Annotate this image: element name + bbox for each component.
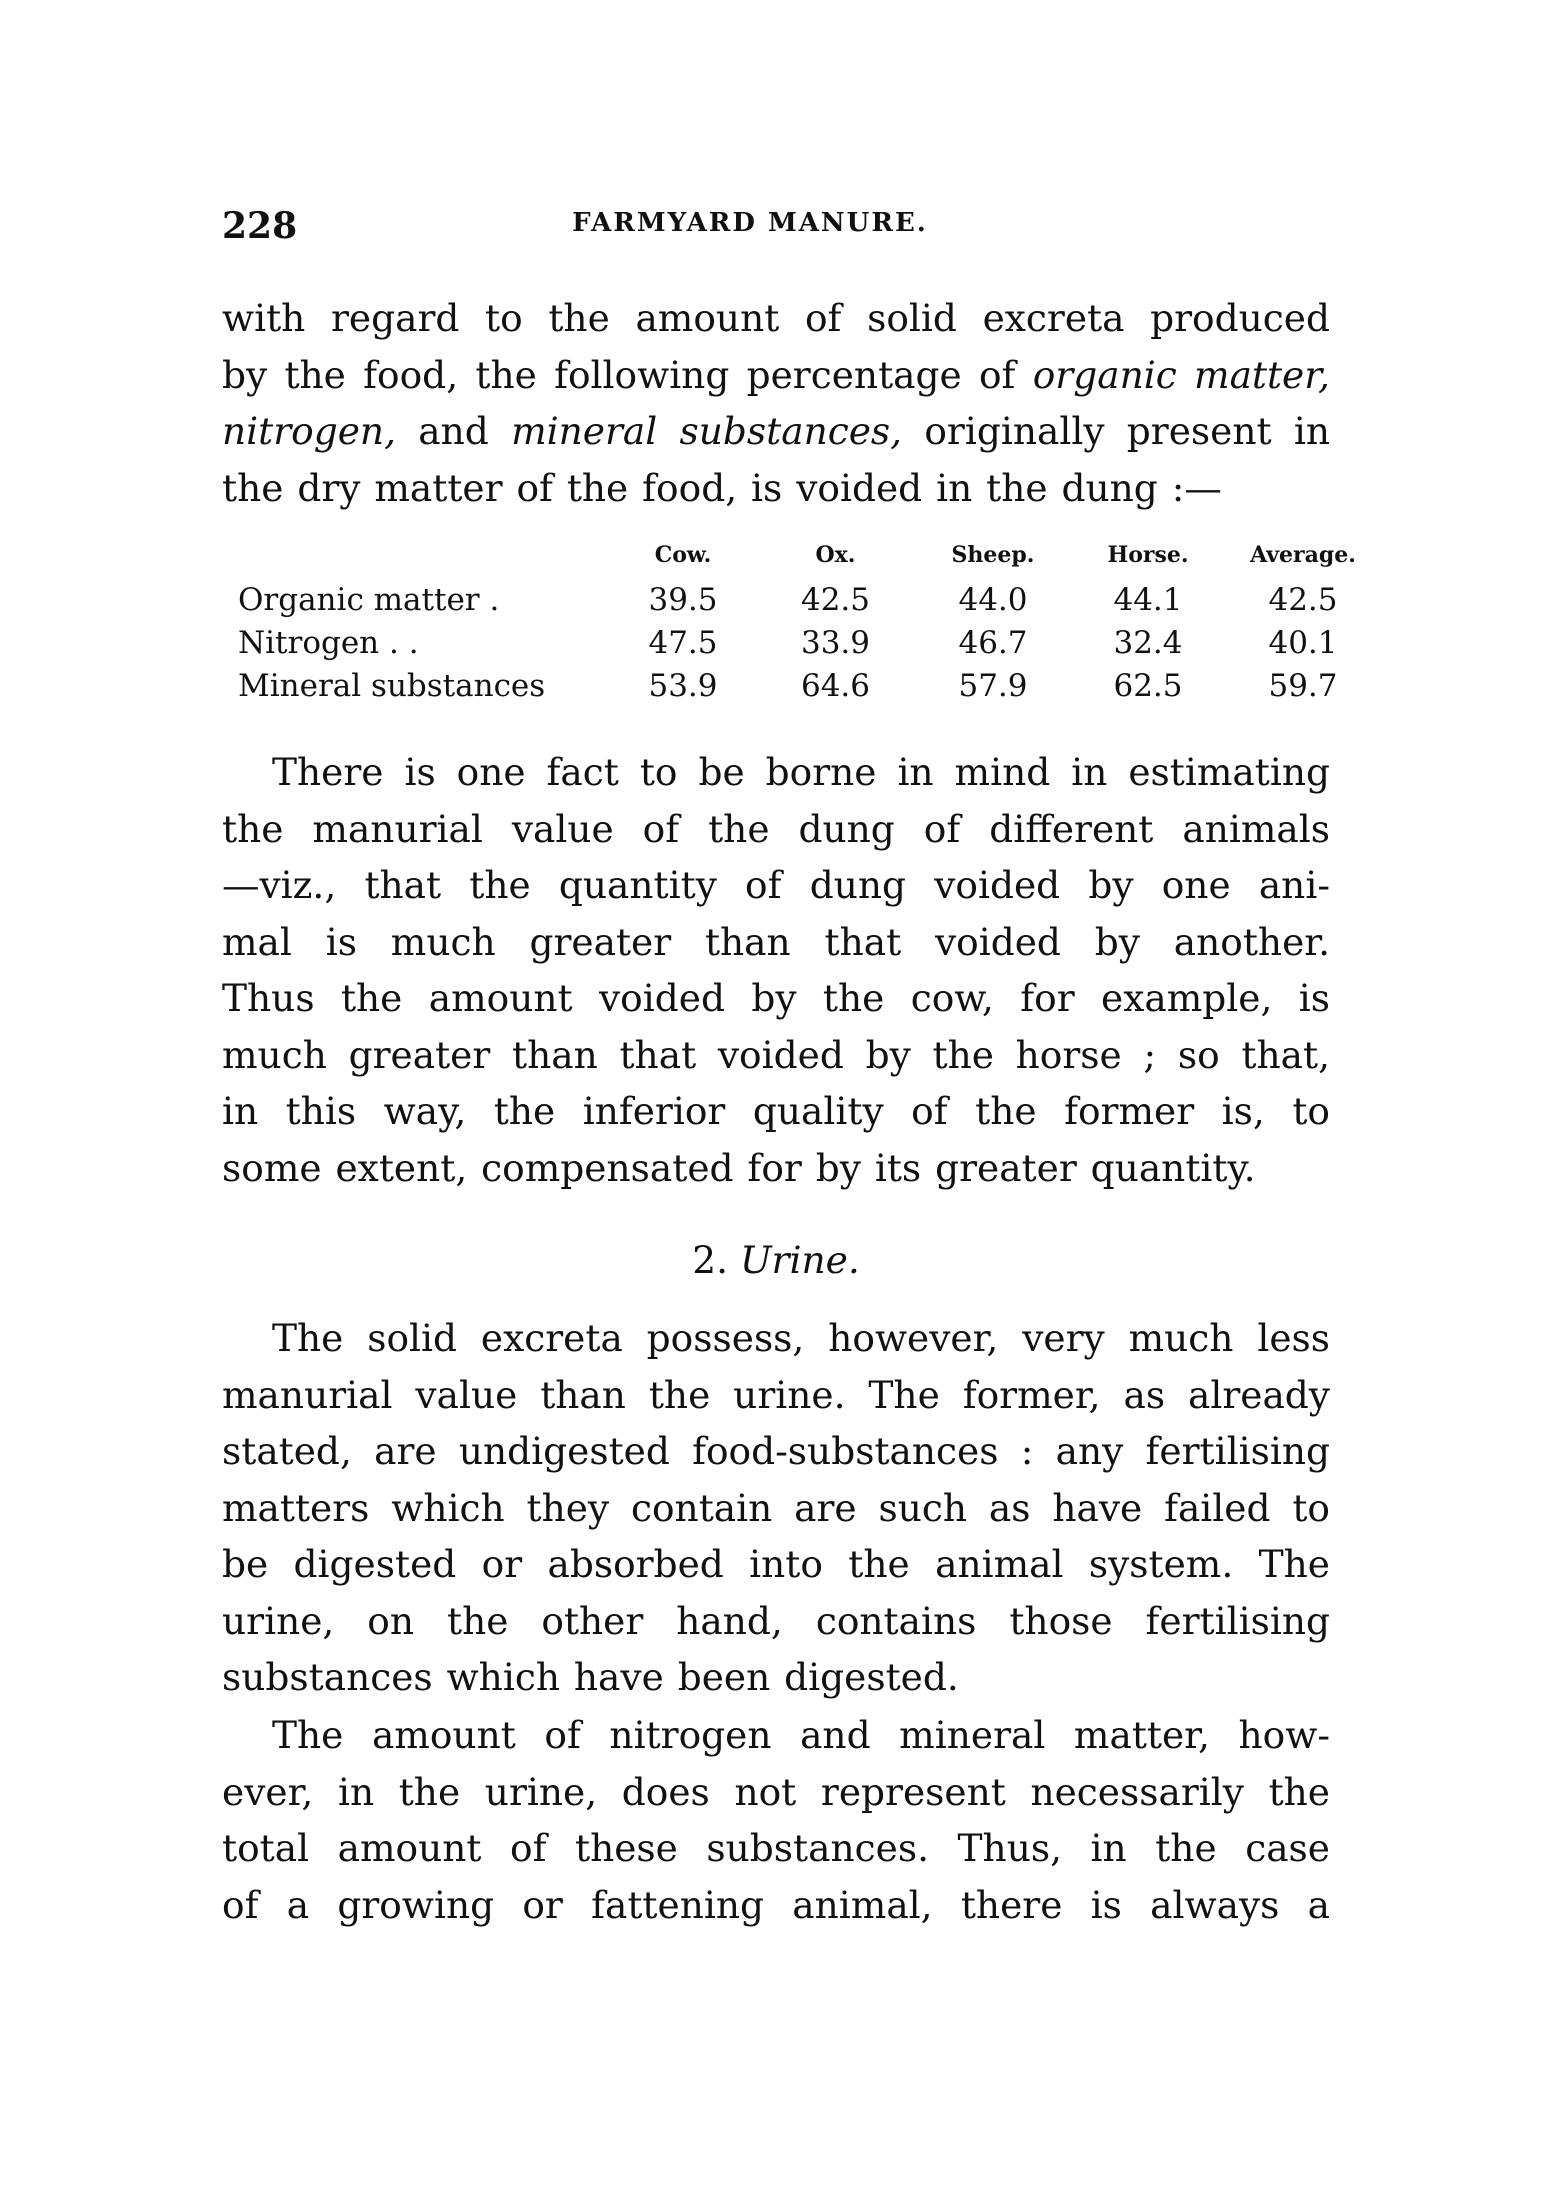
table-cell: 59.7 — [1268, 667, 1338, 704]
page-number: 228 — [222, 205, 298, 247]
table-cell: 42.5 — [800, 581, 871, 618]
table-cell: 44.0 — [958, 581, 1028, 618]
paragraph-dung-quantity — [222, 744, 1330, 1196]
table-row — [238, 621, 1383, 664]
excreta-percentage-table — [238, 542, 1383, 707]
table-cell: 47.5 — [648, 624, 718, 661]
text-line: matters which they contain are such as have failed to — [222, 1485, 1330, 1530]
text-line: mal is much greater than that voided by another. — [222, 919, 1330, 964]
emphasis-organic-matter: organic matter, — [1032, 352, 1330, 397]
emphasis-nitrogen: nitrogen, — [222, 409, 396, 453]
text-line: substances which have been digested. — [222, 1655, 959, 1699]
table-row — [238, 664, 1383, 707]
running-head: FARMYARD MANURE. — [572, 208, 928, 238]
paragraph-intro — [222, 290, 1330, 516]
text-line: stated, are undigested food-substances : any fertilising — [222, 1429, 1330, 1473]
text-line: the dry matter of the food, is voided in the dung :— — [222, 465, 1222, 510]
text-line: the manurial value of the dung of different animals — [222, 806, 1330, 851]
table-cell: 42.5 — [1268, 581, 1338, 618]
text-run: by the food, the following percentage of — [222, 352, 1033, 397]
section-title: Urine. — [739, 1238, 860, 1282]
table-cell: 33.9 — [800, 624, 871, 661]
text-line: —viz., that the quantity of dung voided by one ani- — [222, 863, 1330, 907]
table-header-row — [238, 542, 1383, 578]
column-header-sheep: Sheep. — [951, 542, 1035, 568]
table-cell: 57.9 — [958, 667, 1028, 704]
table-cell: 62.5 — [1113, 667, 1183, 704]
text-line: urine, on the other hand, contains those fertilising — [222, 1598, 1330, 1643]
text-run: originally present in — [902, 409, 1330, 453]
table-cell: 46.7 — [958, 624, 1028, 661]
table-cell: 32.4 — [1113, 624, 1183, 661]
text-line: The amount of nitrogen and mineral matter, how- — [272, 1713, 1330, 1757]
text-line: be digested or absorbed into the animal system. The — [222, 1542, 1330, 1586]
row-label: Mineral substances — [238, 667, 546, 704]
table-cell: 44.1 — [1113, 581, 1183, 618]
table-cell: 53.9 — [648, 667, 718, 704]
section-heading-urine — [222, 1238, 1330, 1282]
row-label: Organic matter . — [238, 581, 500, 618]
column-header-horse: Horse. — [1107, 542, 1189, 568]
text-line: manurial value than the urine. The former, as already — [222, 1372, 1330, 1417]
text-line: much greater than that voided by the horse ; so that, — [222, 1032, 1330, 1077]
text-line: of a growing or fattening animal, there is always a — [222, 1882, 1330, 1927]
column-header-ox: Ox. — [815, 542, 856, 568]
row-label: Nitrogen . . — [238, 624, 419, 661]
text-line: There is one fact to be borne in mind in estimating — [272, 750, 1330, 794]
emphasis-mineral-substances: mineral substances, — [511, 409, 903, 453]
paragraph-urine-value — [222, 1310, 1330, 1706]
text-line: some extent, compensated for by its greater quantity. — [222, 1145, 1256, 1190]
text-line: with regard to the amount of solid excreta produced — [222, 296, 1330, 340]
column-header-average: Average. — [1250, 542, 1356, 568]
text-line: Thus the amount voided by the cow, for example, is — [222, 976, 1330, 1020]
text-line: in this way, the inferior quality of the former is, to — [222, 1089, 1330, 1133]
table-row — [238, 578, 1383, 621]
section-number: 2. — [692, 1238, 740, 1282]
text-line: ever, in the urine, does not represent necessarily the — [222, 1769, 1330, 1814]
text-run: and — [396, 409, 512, 453]
text-line: total amount of these substances. Thus, in the case — [222, 1826, 1330, 1870]
table-cell: 64.6 — [800, 667, 871, 704]
table-corner-cell — [238, 542, 608, 578]
column-header-cow: Cow. — [654, 542, 712, 568]
table-cell: 39.5 — [648, 581, 718, 618]
text-line: The solid excreta possess, however, very much less — [272, 1316, 1330, 1360]
text-line — [222, 403, 1330, 460]
table-cell: 40.1 — [1268, 624, 1338, 661]
text-line — [222, 347, 1330, 404]
paragraph-nitrogen-amount — [222, 1707, 1330, 1933]
